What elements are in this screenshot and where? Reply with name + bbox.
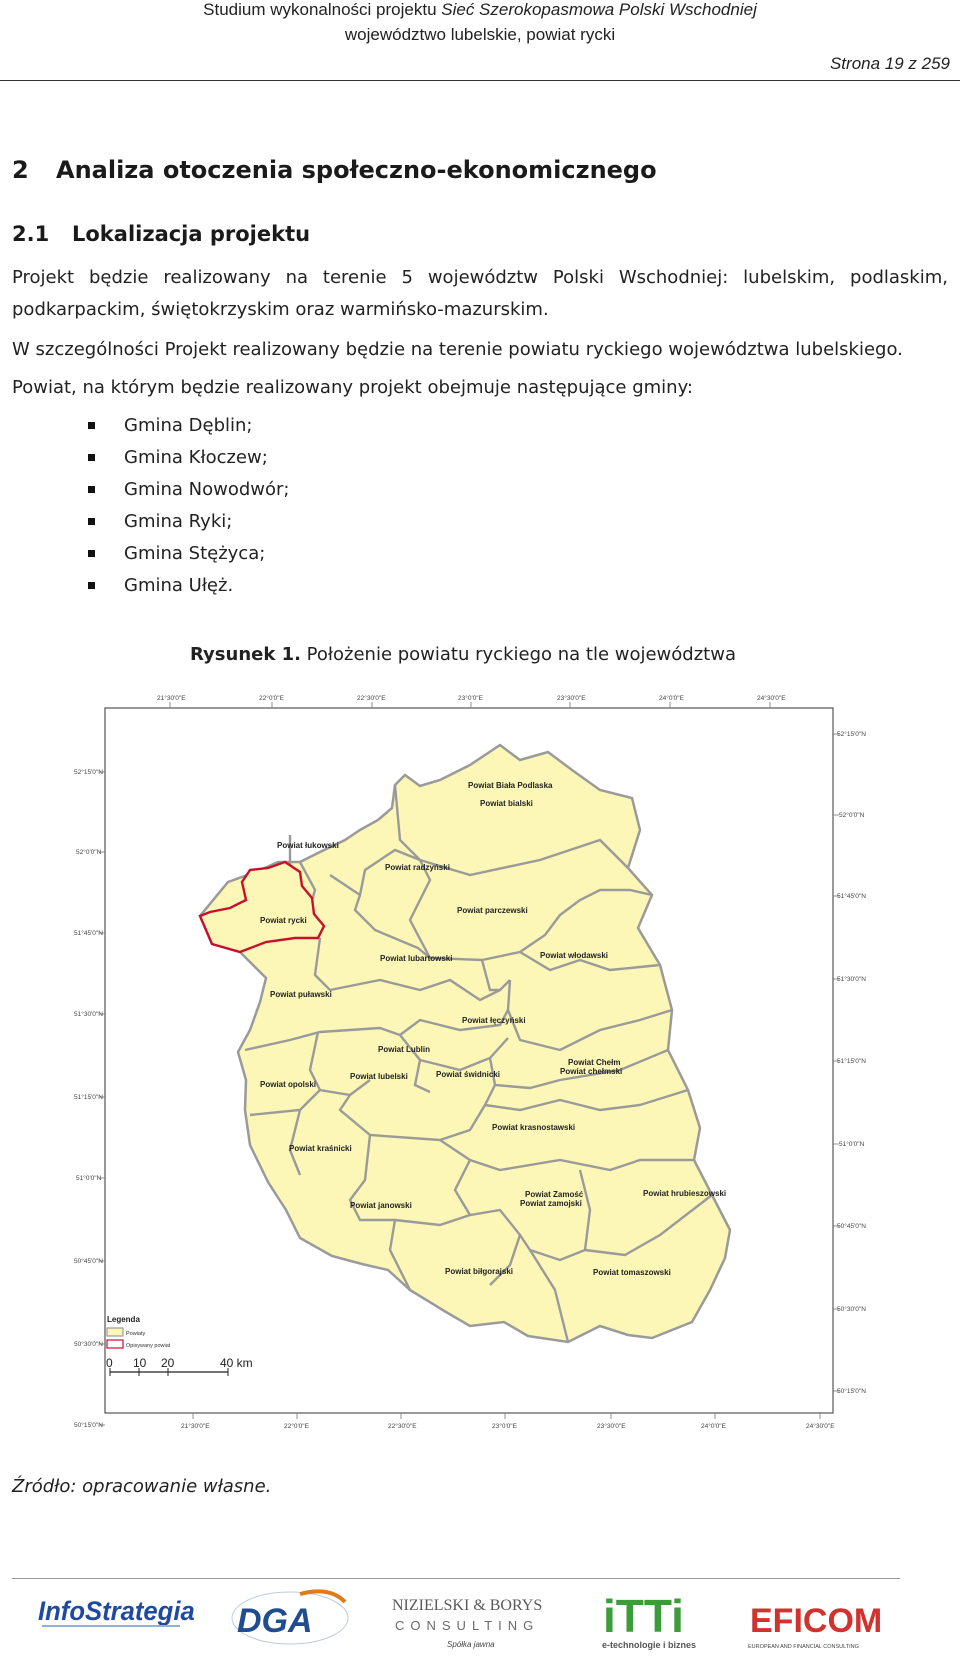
logo-text: Spółka jawna <box>447 1640 495 1649</box>
scale-label: 10 <box>133 1356 147 1370</box>
section-heading: 2 Analiza otoczenia społeczno-ekonomicznego <box>12 156 657 184</box>
paragraph-intro: Projekt będzie realizowany na terenie 5 województw Polski Wschodniej: lubelskim, podlaskim, podkarpackim, świętokrzyskim oraz warmińsko-mazurskim. <box>12 267 948 320</box>
list-item: Gmina Ryki; <box>84 506 289 538</box>
tick-label-right: 51°45'0"N <box>837 893 866 900</box>
tick-label-left: 52°15'0"N <box>74 769 103 776</box>
bullet-icon <box>88 518 95 525</box>
tick-label-top: 21°30'0"E <box>157 695 186 702</box>
map-label: Powiat parczewski <box>457 906 528 915</box>
map-label: Powiat puławski <box>270 990 332 999</box>
tick-label-left: 51°45'0"N <box>74 930 103 937</box>
tick-label-right: 51°15'0"N <box>837 1058 866 1065</box>
tick-label-right: 52°0'0"N <box>839 812 865 819</box>
map-label: Powiat zamojski <box>520 1199 582 1208</box>
legend-label: Powiaty <box>126 1331 146 1337</box>
tick-label-right: 51°0'0"N <box>839 1141 865 1148</box>
header-subtitle: województwo lubelskie, powiat rycki <box>344 25 616 44</box>
tick-label-bottom: 23°0'0"E <box>492 1423 517 1430</box>
legend-label: Opisywany powiat <box>126 1343 171 1349</box>
bullet-icon <box>88 422 95 429</box>
logo-text: EUROPEAN AND FINANCIAL CONSULTING <box>748 1644 859 1650</box>
tick-label-top: 22°0'0"E <box>259 695 284 702</box>
tick-label-right: 50°15'0"N <box>837 1388 866 1395</box>
tick-label-top: 24°0'0"E <box>659 695 684 702</box>
itti-logo <box>602 1590 696 1650</box>
tick-label-bottom: 22°30'0"E <box>388 1423 417 1430</box>
tick-label-right: 52°15'0"N <box>837 731 866 738</box>
nizielski-borys-logo <box>392 1597 542 1649</box>
gminy-list <box>84 410 289 602</box>
logo-text: InfoStrategia <box>38 1595 195 1627</box>
map-label: Powiat radzyński <box>385 863 450 872</box>
list-item: Gmina Nowodwór; <box>84 474 289 506</box>
tick-label-bottom: 23°30'0"E <box>597 1423 626 1430</box>
legend-swatch-rycki <box>107 1340 123 1348</box>
tick-label-top: 22°30'0"E <box>357 695 386 702</box>
scale-label: 0 <box>106 1356 113 1370</box>
tick-label-bottom: 24°30'0"E <box>806 1423 835 1430</box>
footer-logos <box>0 1582 960 1652</box>
tick-label-bottom: 22°0'0"E <box>284 1423 309 1430</box>
page-number: Strona 19 z 259 <box>829 54 950 73</box>
tick-label-left: 50°45'0"N <box>74 1258 103 1265</box>
logo-text: iTTi <box>603 1590 684 1642</box>
map-label: Powiat krasnostawski <box>492 1123 576 1132</box>
map-label: Powiat opolski <box>260 1080 317 1089</box>
map-label: Powiat Biała Podlaska <box>468 781 553 790</box>
legend-swatch-powiaty <box>107 1328 123 1336</box>
map-label: Powiat tomaszowski <box>593 1268 671 1277</box>
header-title: Studium wykonalności projektu Sieć Szerokopasmowa Polski Wschodniej <box>203 0 757 19</box>
tick-label-left: 50°15'0"N <box>74 1422 103 1429</box>
map-label: Powiat Chełm <box>568 1058 621 1067</box>
bullet-icon <box>88 582 95 589</box>
map-label: Powiat kraśnicki <box>289 1144 352 1153</box>
eficom-logo <box>748 1602 882 1650</box>
logo-text: EFICOM <box>750 1602 883 1640</box>
map-label: Powiat bialski <box>480 799 533 808</box>
figure-caption: Rysunek 1. Położenie powiatu ryckiego na tle województwa <box>190 644 736 665</box>
map-label: Powiat łukowski <box>277 841 339 850</box>
tick-label-left: 52°0'0"N <box>76 849 102 856</box>
bullet-icon <box>88 486 95 493</box>
tick-label-left: 51°15'0"N <box>74 1094 103 1101</box>
region-map-svg <box>0 690 960 1450</box>
figure-source: Źródło: opracowanie własne. <box>12 1476 272 1497</box>
list-item: Gmina Kłoczew; <box>84 442 289 474</box>
logo-text: e-technologie i biznes <box>602 1640 697 1650</box>
tick-label-top: 23°30'0"E <box>557 695 586 702</box>
scale-label: 20 <box>161 1356 175 1370</box>
header-divider <box>0 80 960 81</box>
list-item: Gmina Stężyca; <box>84 538 289 570</box>
logo-text: DGA <box>237 1602 313 1640</box>
subsection-heading: 2.1 Lokalizacja projektu <box>12 222 311 246</box>
map-label: Powiat biłgorajski <box>445 1267 514 1276</box>
map-label: Powiat chełmski <box>560 1067 623 1076</box>
tick-label-left: 51°30'0"N <box>74 1011 103 1018</box>
tick-label-bottom: 21°30'0"E <box>181 1423 210 1430</box>
tick-label-right: 50°30'0"N <box>837 1306 866 1313</box>
map-label: Powiat włodawski <box>540 951 609 960</box>
map-label: Powiat lubelski <box>350 1072 408 1081</box>
map-label: Powiat świdnicki <box>436 1070 501 1079</box>
map-label: Powiat rycki <box>260 916 307 925</box>
paragraph-detail: W szczególności Projekt realizowany będzie na terenie powiatu ryckiego województwa lubelskiego. <box>12 339 903 360</box>
tick-label-bottom: 24°0'0"E <box>701 1423 726 1430</box>
infostrategia-logo <box>36 1588 195 1642</box>
legend-title: Legenda <box>107 1315 140 1324</box>
dga-logo <box>232 1591 348 1644</box>
logo-text: CONSULTING <box>395 1618 540 1633</box>
footer-divider <box>12 1578 900 1579</box>
map-label: Powiat łęczyński <box>462 1016 526 1025</box>
tick-label-left: 51°0'0"N <box>76 1175 102 1182</box>
tick-label-right: 50°45'0"N <box>837 1223 866 1230</box>
tick-label-left: 50°30'0"N <box>74 1341 103 1348</box>
region-map <box>0 690 960 1450</box>
map-label: Powiat janowski <box>350 1201 412 1210</box>
tick-label-right: 51°30'0"N <box>837 976 866 983</box>
logo-text: NIZIELSKI & BORYS <box>392 1597 543 1614</box>
bullet-icon <box>88 454 95 461</box>
map-label: Powiat Lublin <box>378 1045 430 1054</box>
map-label: Powiat hrubieszowski <box>643 1189 727 1198</box>
bullet-icon <box>88 550 95 557</box>
footer-logos-svg <box>0 1582 960 1652</box>
list-item: Gmina Ułęż. <box>84 570 289 602</box>
map-label: Powiat Zamość <box>525 1190 584 1199</box>
tick-label-top: 24°30'0"E <box>757 695 786 702</box>
map-label: Powiat lubartowski <box>380 954 453 963</box>
paragraph-gminy-intro: Powiat, na którym będzie realizowany projekt obejmuje następujące gminy: <box>12 377 693 398</box>
scale-label: 40 km <box>220 1356 253 1370</box>
tick-label-top: 23°0'0"E <box>458 695 483 702</box>
list-item: Gmina Dęblin; <box>84 410 289 442</box>
